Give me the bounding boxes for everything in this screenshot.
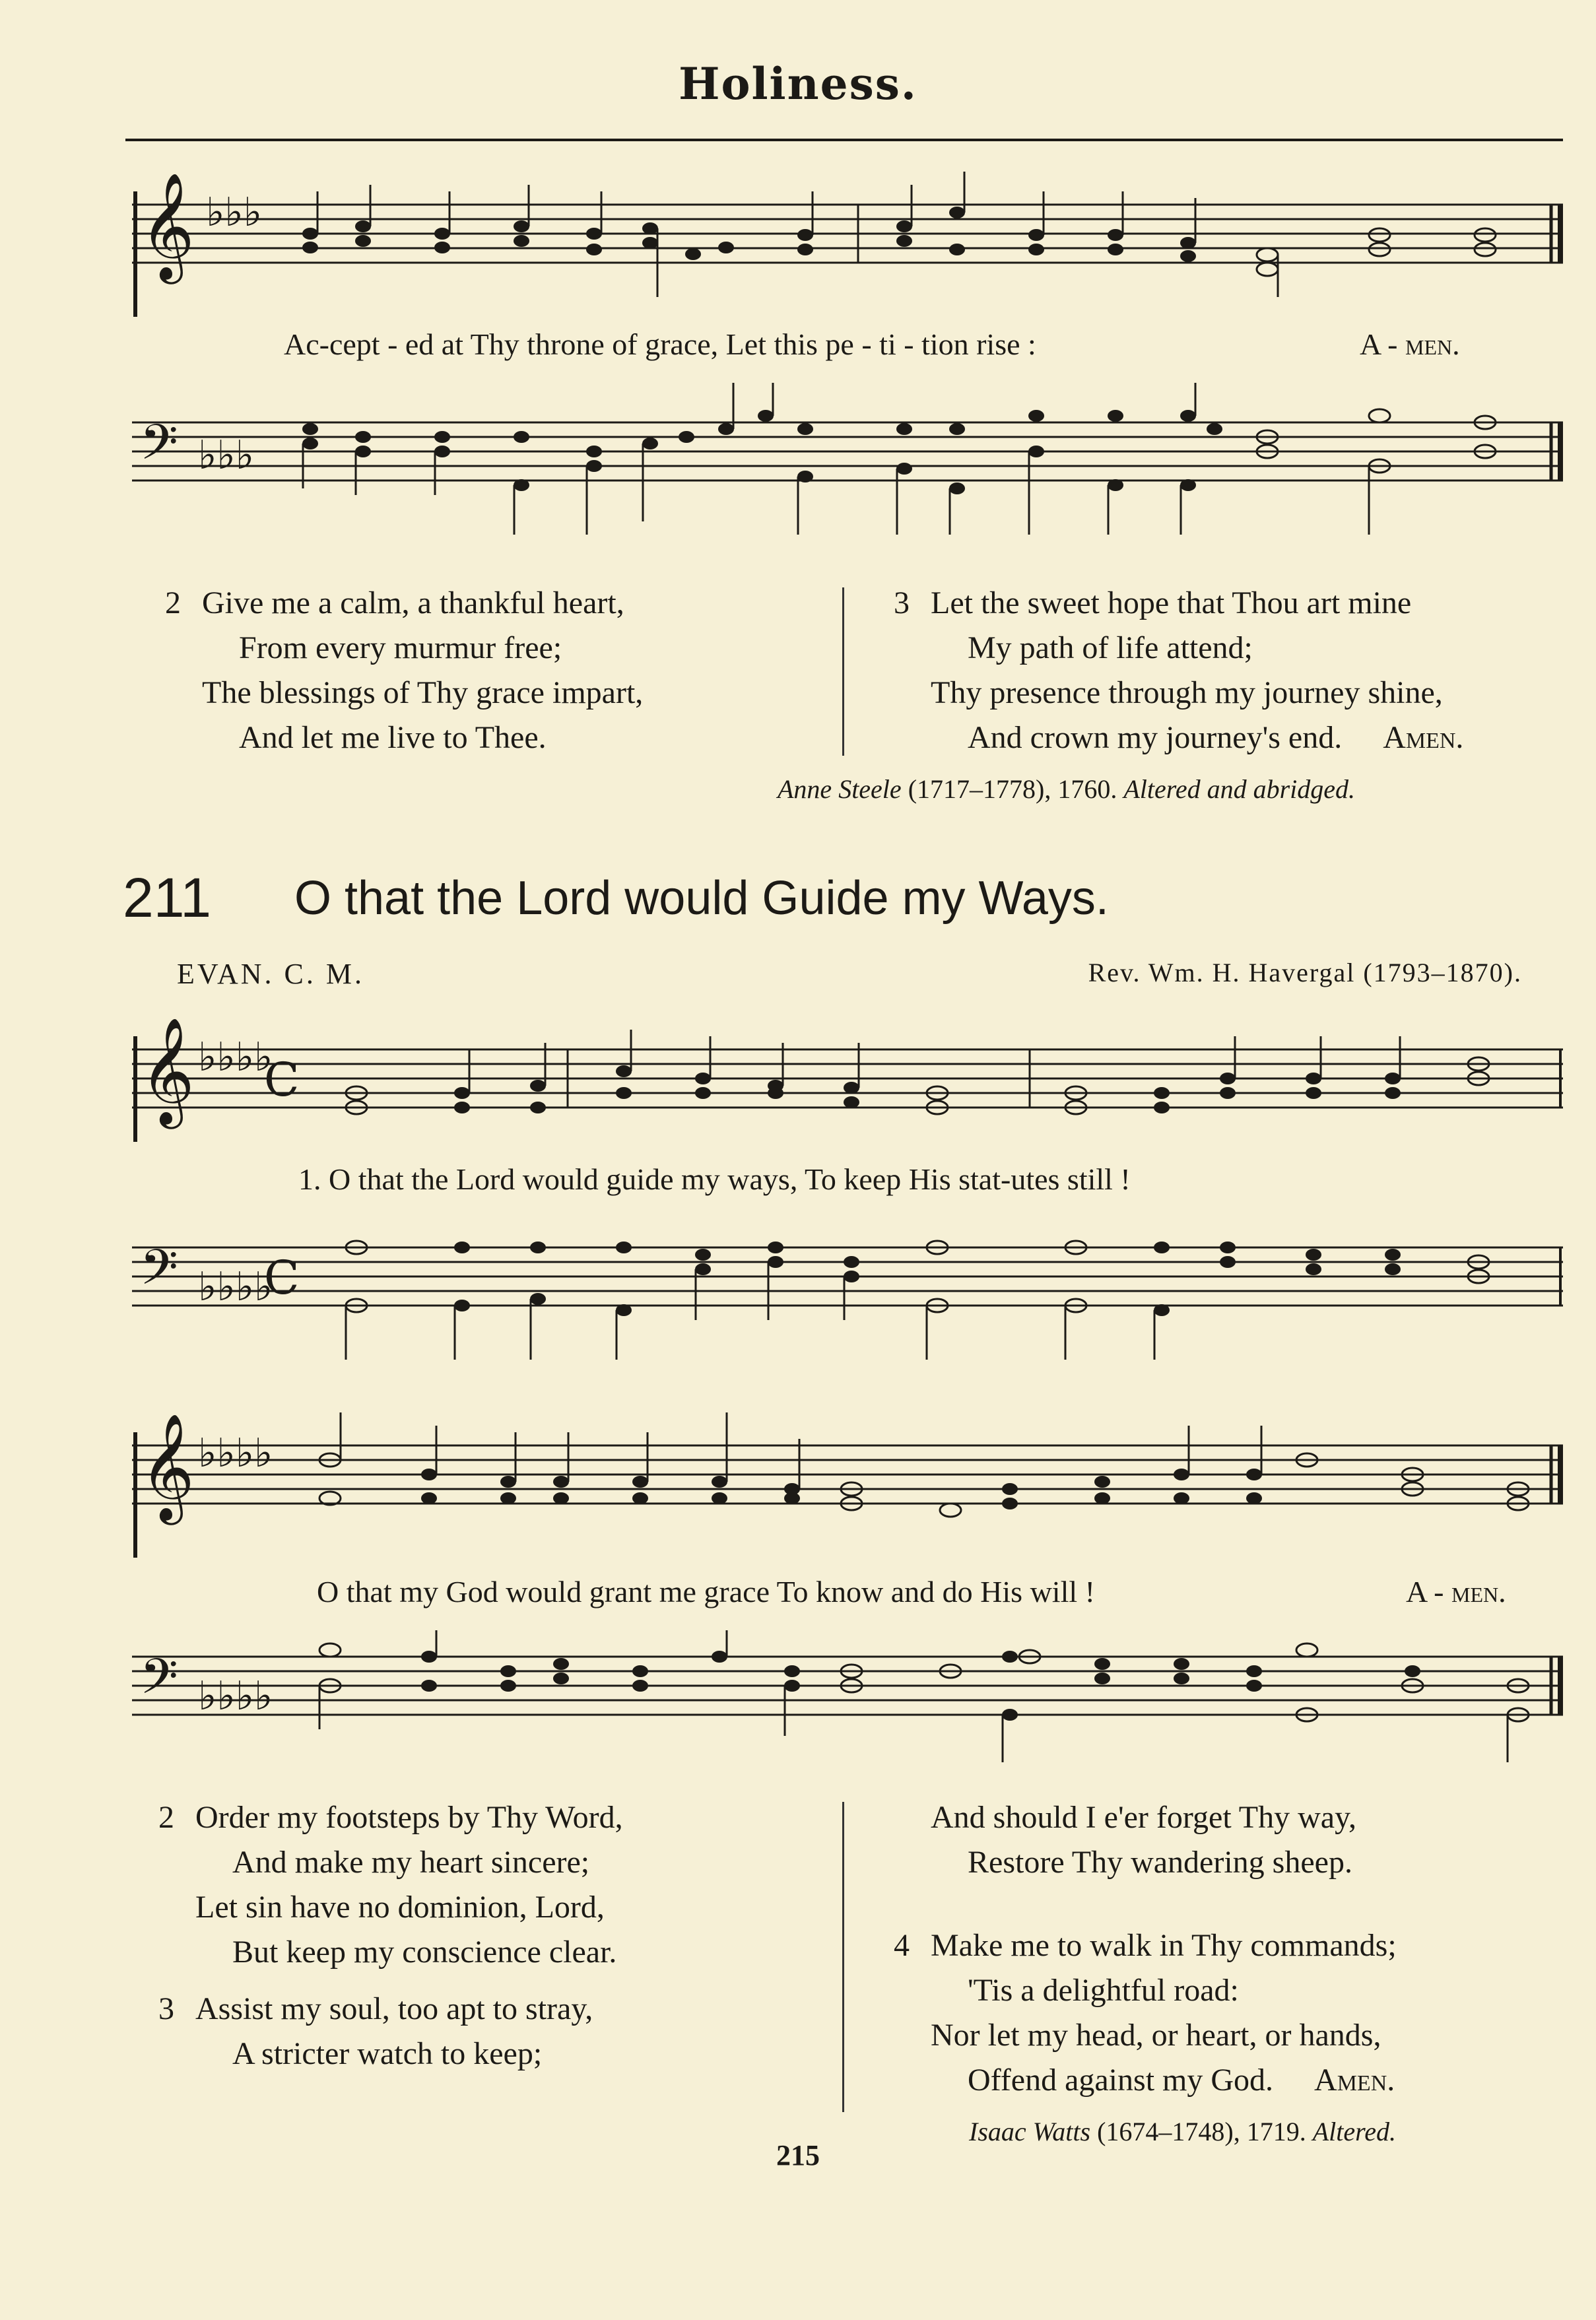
verse-line: And crown my journey's end. [968, 720, 1343, 755]
treble-clef-icon: 𝄞 [140, 1017, 195, 1125]
flat-icon: ♭♭♭ [206, 189, 262, 236]
score-210-bass [0, 376, 1596, 574]
author-name: Isaac Watts [969, 2117, 1091, 2146]
author-dates: (1674–1748), 1719. [1097, 2117, 1306, 2146]
verse-number: 2 [165, 585, 181, 620]
verse-line: Make me to walk in Thy commands; [931, 1928, 1397, 1963]
hymn-210-lyrics [284, 327, 1036, 362]
verse-line: Give me a calm, a thankful heart, [202, 585, 624, 620]
verse-line: The blessings of Thy grace impart, [202, 675, 644, 710]
verse-line: Let the sweet hope that Thou art mine [931, 585, 1412, 620]
treble-clef-icon: 𝄞 [140, 1413, 195, 1521]
verse-line: Assist my soul, too apt to stray, [195, 1991, 593, 2026]
verse-divider [842, 1802, 844, 2112]
treble-clef-icon: 𝄞 [140, 172, 195, 280]
verse-line: And let me live to Thee. [239, 720, 547, 755]
verse-number: 2 [158, 1800, 174, 1835]
flat-icon: ♭♭♭ [198, 432, 254, 479]
verse-number: 4 [894, 1928, 910, 1963]
verse-line: A stricter watch to keep; [232, 2036, 543, 2071]
verse-line: 'Tis a delightful road: [968, 1973, 1239, 2008]
author-name: Anne Steele [778, 774, 902, 804]
score-211-system1-bass [0, 1228, 1596, 1373]
flat-icon: ♭♭♭♭ [198, 1034, 273, 1080]
hymn-211-verses-left [158, 1795, 623, 2076]
hymn-210-verse-2 [165, 581, 643, 760]
verse-divider [842, 587, 844, 756]
common-time-icon: C [264, 1251, 300, 1305]
flat-icon: ♭♭♭♭ [198, 1673, 273, 1719]
score-211-system1-treble [0, 1010, 1596, 1142]
hymn-211-amen-lyric: A - men. [1406, 1575, 1506, 1608]
verse-line: Restore Thy wandering sheep. [968, 1845, 1352, 1880]
hymn-210-attribution [778, 774, 1355, 805]
verse-line: Let sin have no dominion, Lord, [195, 1890, 605, 1925]
amen-label: Amen. [1314, 2063, 1395, 2098]
hymn-number: 211 [123, 867, 211, 929]
author-dates: (1717–1778), 1760. [908, 774, 1117, 804]
verse-line: From every murmur free; [239, 630, 562, 665]
verse-line: And make my heart sincere; [232, 1845, 590, 1880]
attribution-note: Altered and abridged. [1123, 774, 1356, 804]
hymn-211-system2-lyrics: O that my God would grant me grace To know and do His will ! [317, 1575, 1095, 1608]
hymn-210-verse-3 [894, 581, 1463, 760]
verse-line: Thy presence through my journey shine, [931, 675, 1443, 710]
composer-credit: Rev. Wm. H. Havergal (1793–1870). [1088, 958, 1522, 987]
verse-line: Offend against my God. [968, 2063, 1274, 2098]
bass-clef-icon: 𝄢 [140, 1648, 178, 1717]
hymn-211-system1-lyrics: 1. O that the Lord would guide my ways, To keep His stat-utes still ! [298, 1162, 1131, 1196]
score-210-treble [0, 165, 1596, 317]
hymn-title: O that the Lord would Guide my Ways. [294, 872, 1109, 925]
verse-line: But keep my conscience clear. [232, 1935, 617, 1970]
hymn-211-verses-right [894, 1795, 1397, 2103]
header-rule [125, 139, 1563, 141]
score-211-system2-treble [0, 1406, 1596, 1558]
hymn-210-amen-lyric: A - men. [1360, 327, 1460, 361]
bass-clef-icon: 𝄢 [140, 414, 178, 483]
verse-line: And should I e'er forget Thy way, [931, 1800, 1356, 1835]
common-time-icon: C [264, 1053, 300, 1107]
verse-line: Order my footsteps by Thy Word, [195, 1800, 623, 1835]
verse-number: 3 [894, 585, 910, 620]
tune-name: EVAN. C. M. [177, 958, 365, 990]
page-number: 215 [776, 2139, 820, 2171]
hymn-210-lyrics-text: Ac-cept - ed at Thy throne of grace, Let this pe - ti - tion rise : [284, 327, 1036, 361]
verse-line: My path of life attend; [968, 630, 1253, 665]
verse-line: Nor let my head, or heart, or hands, [931, 2018, 1381, 2053]
bass-clef-icon: 𝄢 [140, 1239, 178, 1308]
score-211-system2-bass [0, 1630, 1596, 1795]
attribution-note: Altered. [1312, 2117, 1396, 2146]
flat-icon: ♭♭♭♭ [198, 1430, 273, 1476]
amen-label: Amen. [1383, 720, 1464, 755]
flat-icon: ♭♭♭♭ [198, 1264, 273, 1310]
page-header-title: Holiness. [679, 58, 917, 110]
verse-number: 3 [158, 1991, 174, 2026]
